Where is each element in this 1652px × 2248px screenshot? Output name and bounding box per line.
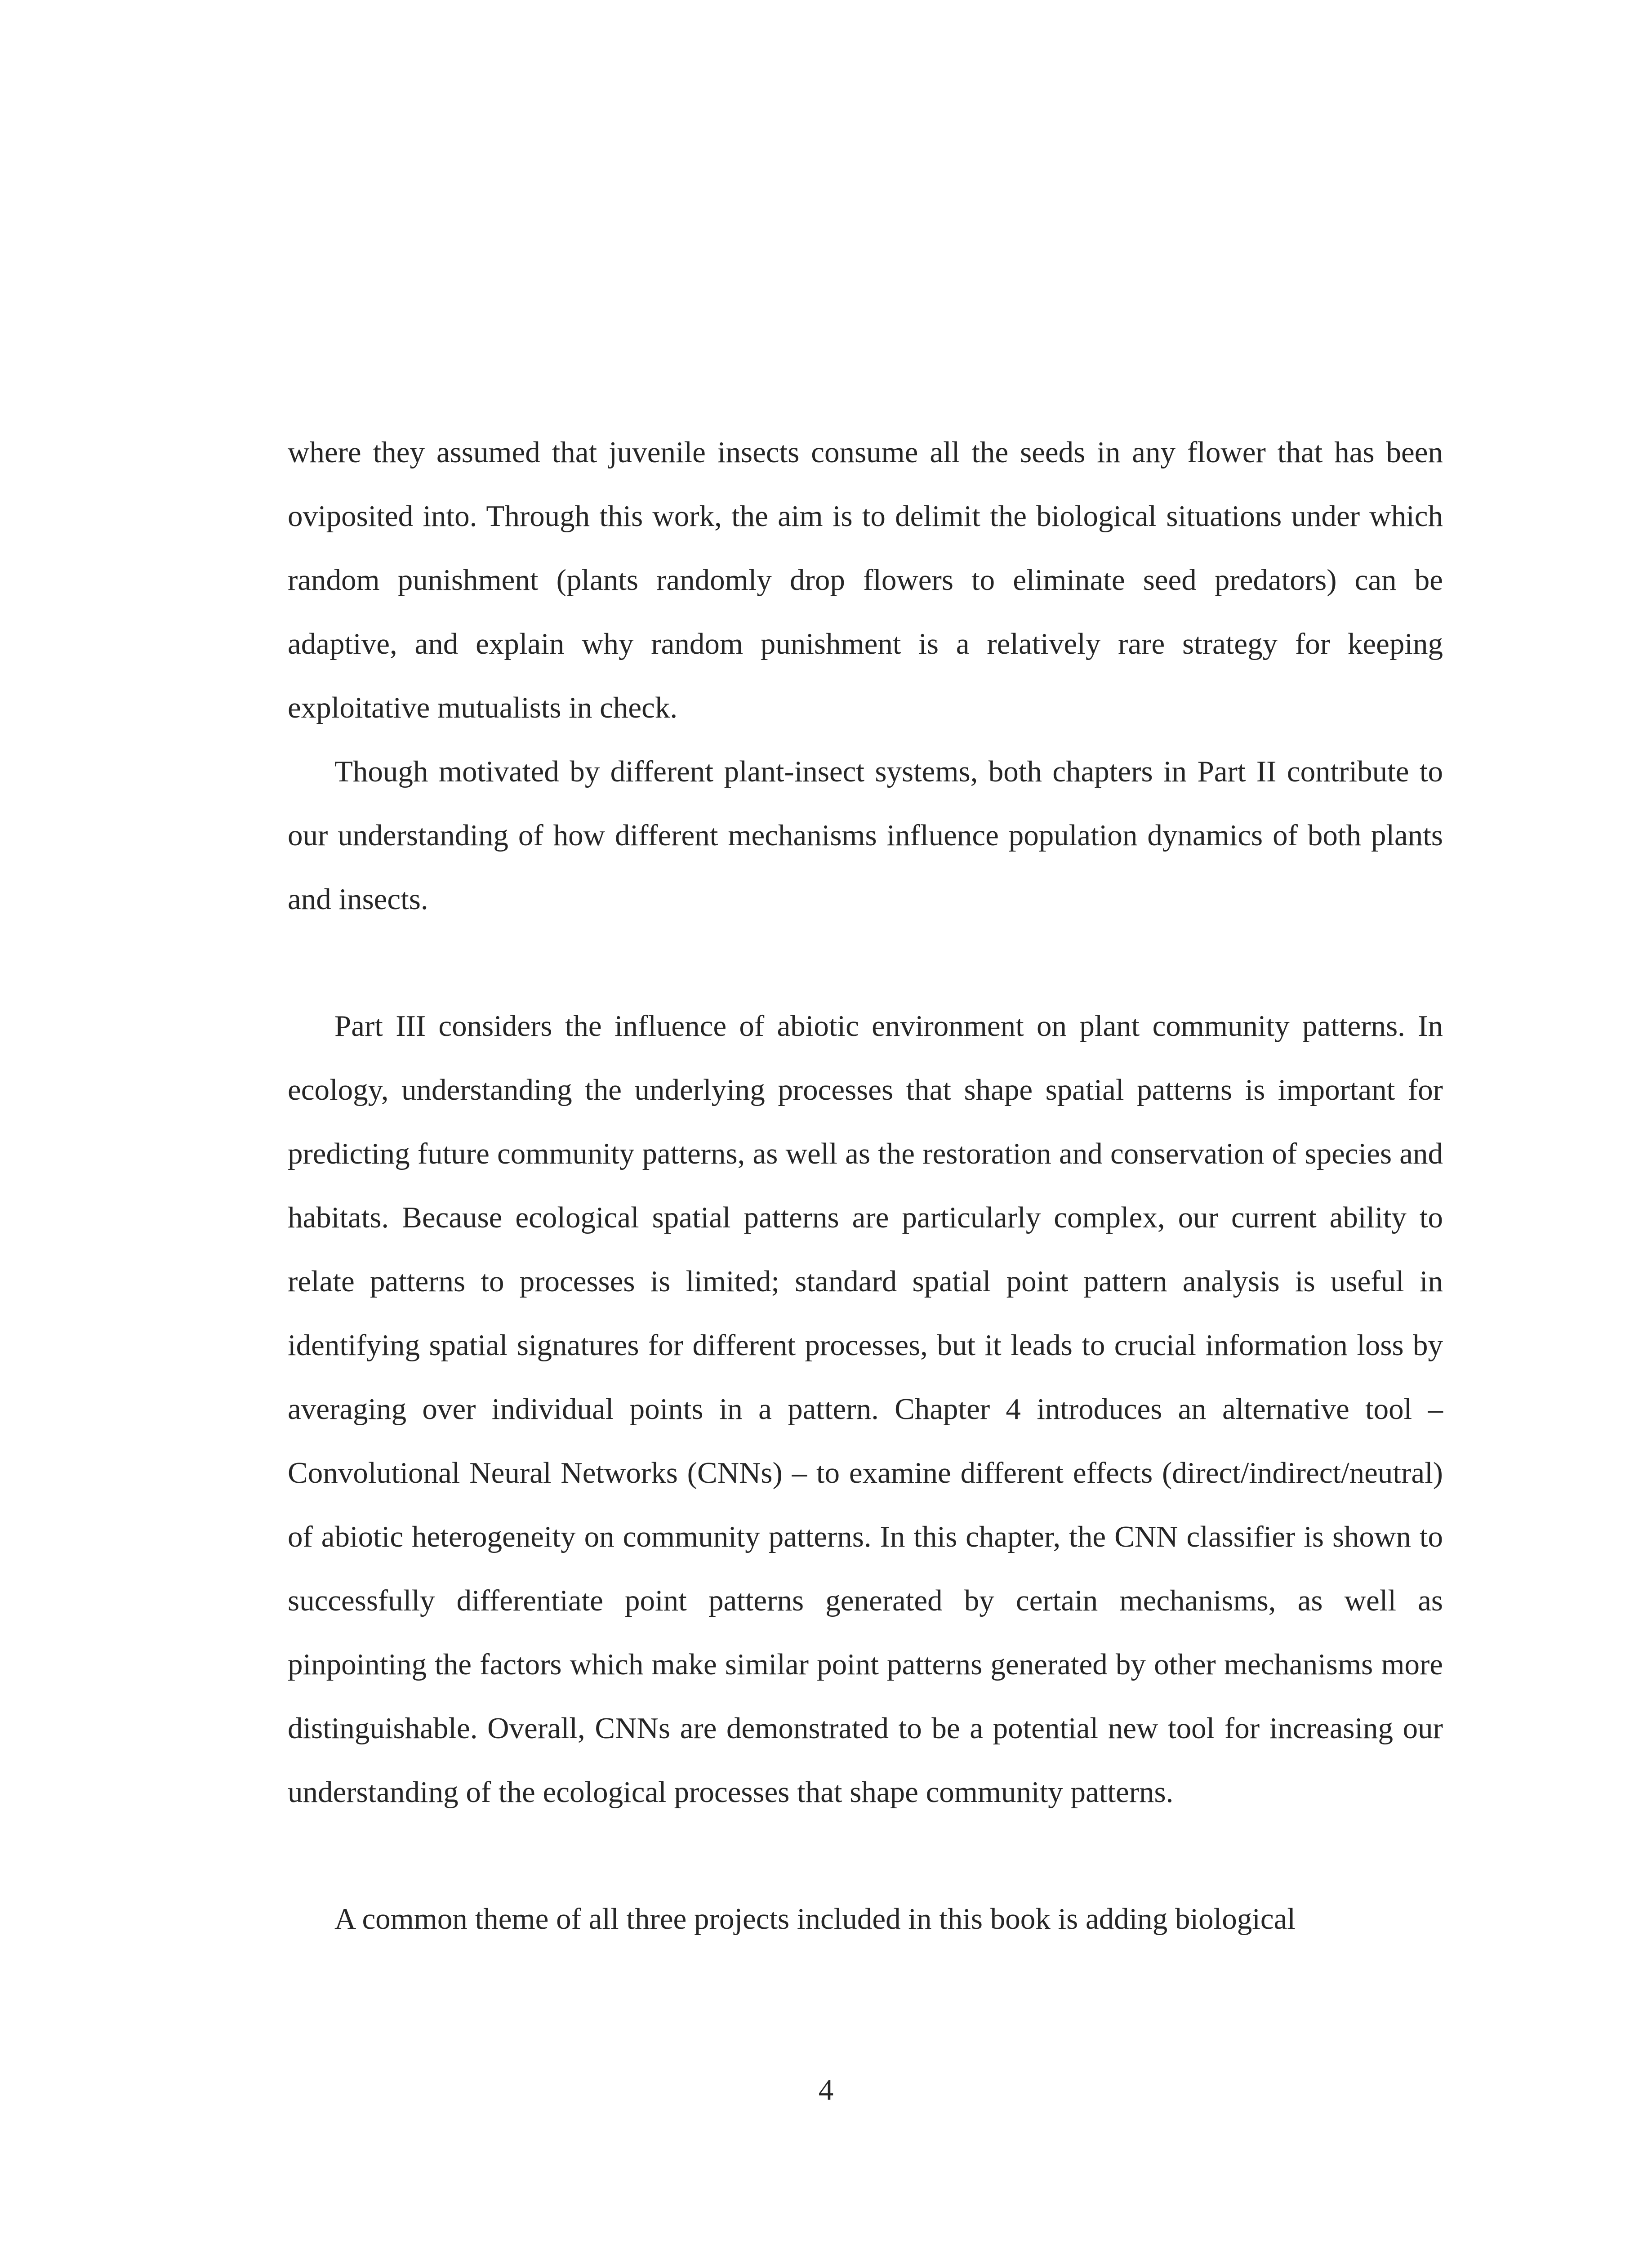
page-number: 4: [818, 2073, 834, 2106]
paragraph-part-ii-summary: Though motivated by different plant-insect systems, both chapters in Part II contribute to our understanding of how different mechanisms influence population dynamics of both plants and insects.: [288, 755, 1443, 916]
paragraph-continuation: where they assumed that juvenile insects consume all the seeds in any flower that has been oviposited into. Through this work, the aim is to delimit the biological situations under which random punishment (plants randomly drop flowers to eliminate seed predators) can be adaptive, and explain why random punishment is a relatively rare strategy for keeping exploitative mutualists in check.: [288, 436, 1443, 724]
paragraph-common-theme: A common theme of all three projects included in this book is adding biological: [334, 1902, 1296, 1936]
paragraph-spacer: [288, 1824, 1443, 1887]
paragraph-part-iii: Part III considers the influence of abiotic environment on plant community patterns. In ecology, understanding the underlying processes that shape spatial patterns is important for predicting future community patterns, as well as the restoration and conservation of species and habitats. Because ecological spatial patterns are particularly complex, our current ability to relate patterns to processes is limited; standard spatial point pattern analysis is useful in identifying spatial signatures for different processes, but it leads to crucial information loss by averaging over individual points in a pattern. Chapter 4 introduces an alternative tool – Convolutional Neural Networks (CNNs) – to examine different effects (direct/indirect/neutral) of abiotic heterogeneity on community patterns. In this chapter, the CNN classifier is shown to successfully differentiate point patterns generated by certain mechanisms, as well as pinpointing the factors which make similar point patterns generated by other mechanisms more distinguishable. Overall, CNNs are demonstrated to be a potential new tool for increasing our understanding of the ecological processes that shape community patterns.: [288, 1009, 1443, 1809]
body-text: [288, 420, 1443, 1951]
paragraph-spacer: [288, 931, 1443, 994]
